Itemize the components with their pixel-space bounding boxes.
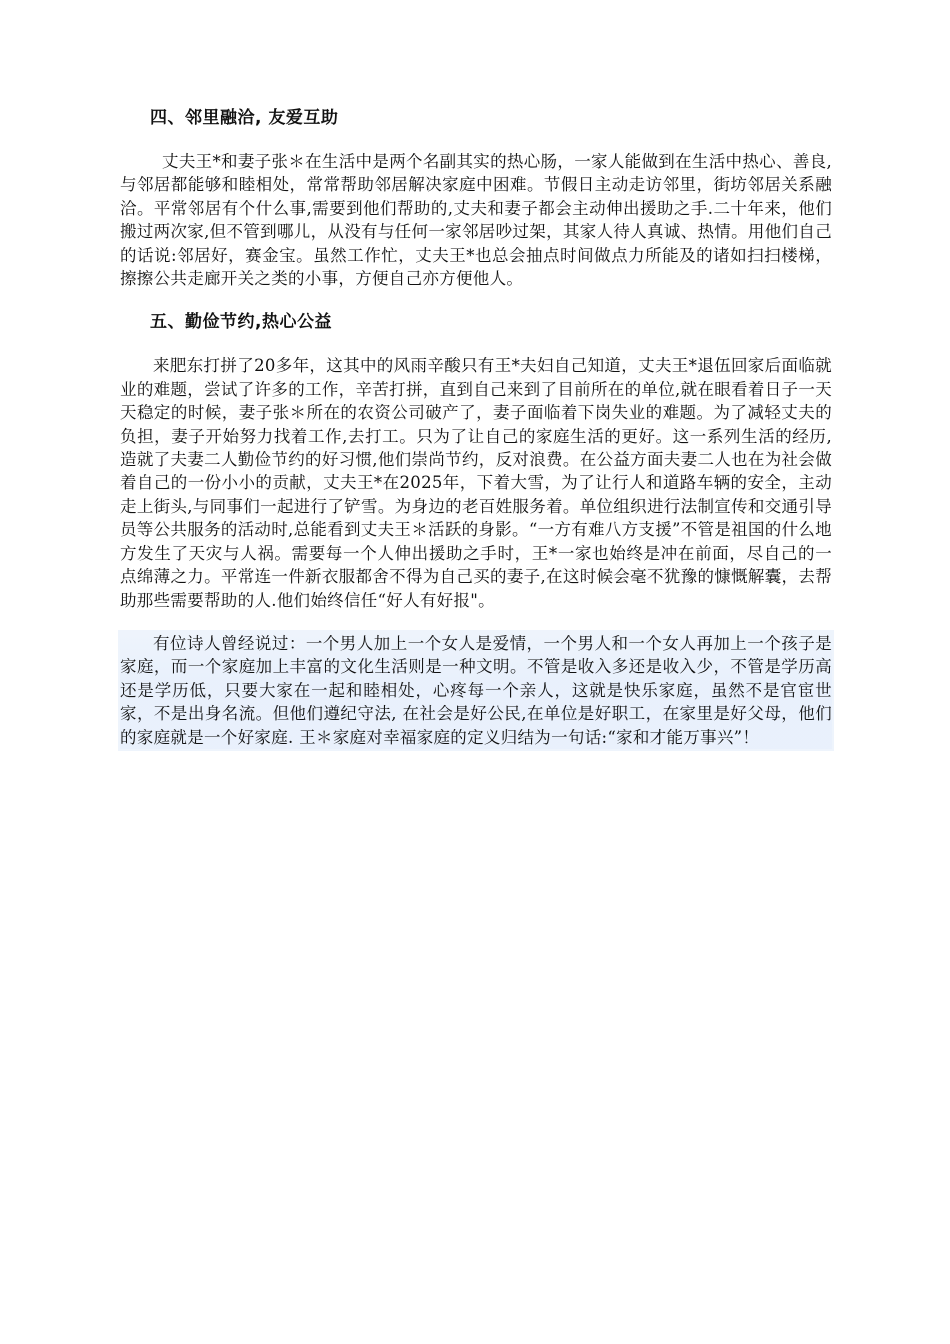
section-heading-thrift: 五、勤俭节约,热心公益 [150, 312, 332, 333]
paragraph-neighbors: 丈夫王*和妻子张＊在生活中是两个名副其实的热心肠，一家人能做到在生活中热心、善良,与邻居都能够和睦相处，常常帮助邻居解决家庭中困难。节假日主动走访邻里，街坊邻居关系融洽。平常邻居有个什么事,需要到他们帮助的,丈夫和妻子都会主动伸出援助之手.二十年来，他们搬过两次家,但不管到哪儿，从没有与任何一家邻居吵过架，其家人待人真诚、热情。用他们自己的话说:邻居好，赛金宝。虽然工作忙，丈夫王*也总会抽点时间做点力所能及的诸如扫扫楼梯，擦擦公共走廊开关之类的小事，方便自己亦方便他人。 [120, 152, 832, 289]
document-body [120, 96, 832, 769]
paragraph-thrift: 来肥东打拼了20多年，这其中的风雨辛酸只有王*夫妇自己知道，丈夫王*退伍回家后面临就业的难题，尝试了许多的工作，辛苦打拼，直到自己来到了目前所在的单位,就在眼看着日子一天天稳定的时候，妻子张＊所在的农资公司破产了，妻子面临着下岗失业的难题。为了减轻丈夫的负担，妻子开始努力找着工作,去打工。只为了让自己的家庭生活的更好。这一系列生活的经历,造就了夫妻二人勤俭节约的好习惯,他们崇尚节约，反对浪费。在公益方面夫妻二人也在为社会做着自己的一份小小的贡献，丈夫王*在2025年，下着大雪，为了让行人和道路车辆的安全，主动走上街头,与同事们一起进行了铲雪。为身边的老百姓服务着。单位组织进行法制宣传和交通引导员等公共服务的活动时,总能看到丈夫王＊活跃的身影。“一方有难八方支援”不管是祖国的什么地方发生了天灾与人祸。需要每一个人伸出援助之手时，王*一家也始终是冲在前面，尽自己的一点绵薄之力。平常连一件新衣服都舍不得为自己买的妻子,在这时候会毫不犹豫的慷慨解囊，去帮助那些需要帮助的人.他们始终信任“好人有好报"。 [120, 356, 832, 610]
paragraph-poet-quote[interactable]: 有位诗人曾经说过：一个男人加上一个女人是爱情，一个男人和一个女人再加上一个孩子是家庭，而一个家庭加上丰富的文化生活则是一种文明。不管是收入多还是收入少，不管是学历高还是学历低，只要大家在一起和睦相处，心疼每一个亲人，这就是快乐家庭，虽然不是官宦世家，不是出身名流。但他们遵纪守法, 在社会是好公民,在单位是好职工，在家里是好父母，他们的家庭就是一个好家庭. 王＊家庭对幸福家庭的定义归结为一句话:“家和才能万事兴”！ [120, 632, 832, 749]
section-heading-neighbors: 四、邻里融洽, 友爱互助 [150, 108, 339, 128]
